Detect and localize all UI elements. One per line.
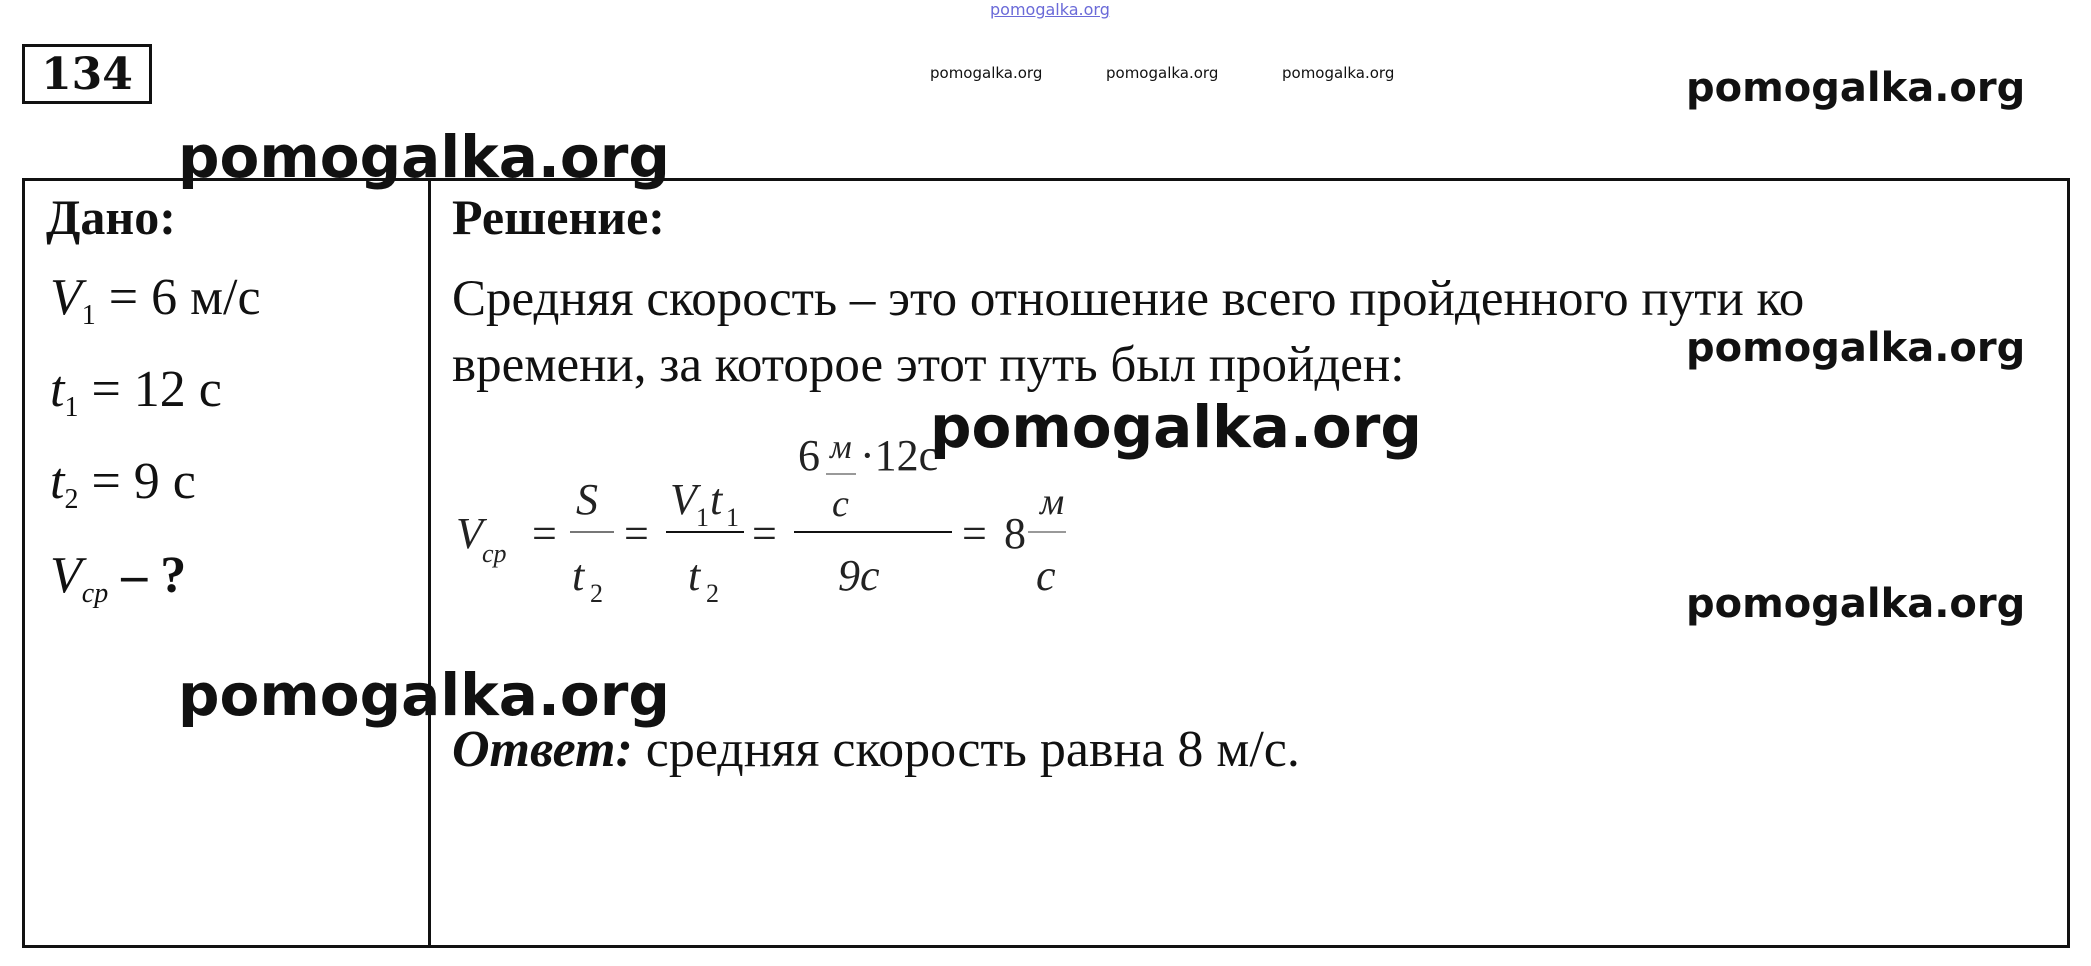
formula-12c: ·12с	[860, 431, 939, 480]
formula-t2b-sub: 2	[706, 579, 719, 608]
solution-title: Решение:	[452, 189, 665, 245]
watermark-large-3: pomogalka.org	[178, 661, 670, 729]
formula-s: S	[576, 475, 598, 524]
formula-eq-3: =	[752, 509, 777, 558]
given-t1-sub: 1	[64, 392, 79, 423]
formula-eight: 8	[1004, 509, 1026, 558]
formula-t2: t	[572, 551, 585, 600]
given-t1	[50, 360, 222, 424]
formula-six: 6	[798, 431, 820, 480]
formula	[452, 429, 1152, 620]
watermark-right-1: pomogalka.org	[1686, 65, 2026, 111]
given-vcp	[50, 546, 186, 610]
formula-m-1: м	[830, 429, 852, 466]
watermark-small-2: pomogalka.org	[1106, 64, 1219, 82]
formula-c-2: с	[1036, 551, 1056, 600]
formula-eq-1: =	[532, 509, 557, 558]
formula-t2-sub: 2	[590, 579, 603, 608]
answer-label: Ответ:	[452, 721, 633, 778]
given-t1-symbol: t	[50, 361, 65, 418]
formula-eq-2: =	[624, 509, 649, 558]
formula-svg	[452, 429, 1152, 620]
watermark-large-1: pomogalka.org	[178, 123, 670, 191]
given-t2-sub: 2	[64, 484, 79, 515]
formula-c-1: с	[832, 483, 849, 525]
given-vcp-sub: ср	[81, 578, 109, 609]
formula-t1: t	[710, 475, 723, 524]
formula-v1-sub: 1	[696, 503, 709, 532]
given-t1-value: = 12 с	[78, 361, 222, 418]
formula-v-sub: ср	[482, 539, 507, 568]
problem-number: 134	[22, 44, 152, 104]
solution-text-line-2: времени, за которое этот путь был пройден:	[452, 337, 1405, 393]
watermark-right-2: pomogalka.org	[1686, 325, 2026, 371]
given-t2-symbol: t	[50, 453, 65, 510]
solution-text-line-1: Средняя скорость – это отношение всего пройденного пути ко	[452, 271, 1805, 327]
given-v1	[50, 268, 261, 332]
watermark-top[interactable]: pomogalka.org	[990, 0, 1110, 19]
formula-9c: 9с	[838, 551, 880, 600]
given-vcp-symbol: V	[50, 547, 82, 604]
given-t2-value: = 9 с	[78, 453, 196, 510]
formula-v1: V	[670, 475, 697, 524]
formula-eq-4: =	[962, 509, 987, 558]
given-title: Дано:	[46, 189, 176, 245]
watermark-small-1: pomogalka.org	[930, 64, 1043, 82]
given-v1-value: = 6 м/с	[95, 269, 261, 326]
given-v1-sub: 1	[81, 300, 96, 331]
given-vcp-unknown: – ?	[108, 547, 187, 604]
formula-v: V	[456, 509, 483, 558]
formula-t1-sub: 1	[726, 503, 739, 532]
given-v1-symbol: V	[50, 269, 82, 326]
watermark-small-3: pomogalka.org	[1282, 64, 1395, 82]
formula-t2b: t	[688, 551, 701, 600]
column-divider	[428, 178, 431, 948]
answer-text: средняя скорость равна 8 м/с.	[632, 721, 1300, 778]
given-t2	[50, 452, 196, 516]
watermark-right-3: pomogalka.org	[1686, 581, 2026, 627]
formula-m-2: м	[1040, 481, 1065, 523]
watermark-large-2: pomogalka.org	[930, 393, 1422, 461]
